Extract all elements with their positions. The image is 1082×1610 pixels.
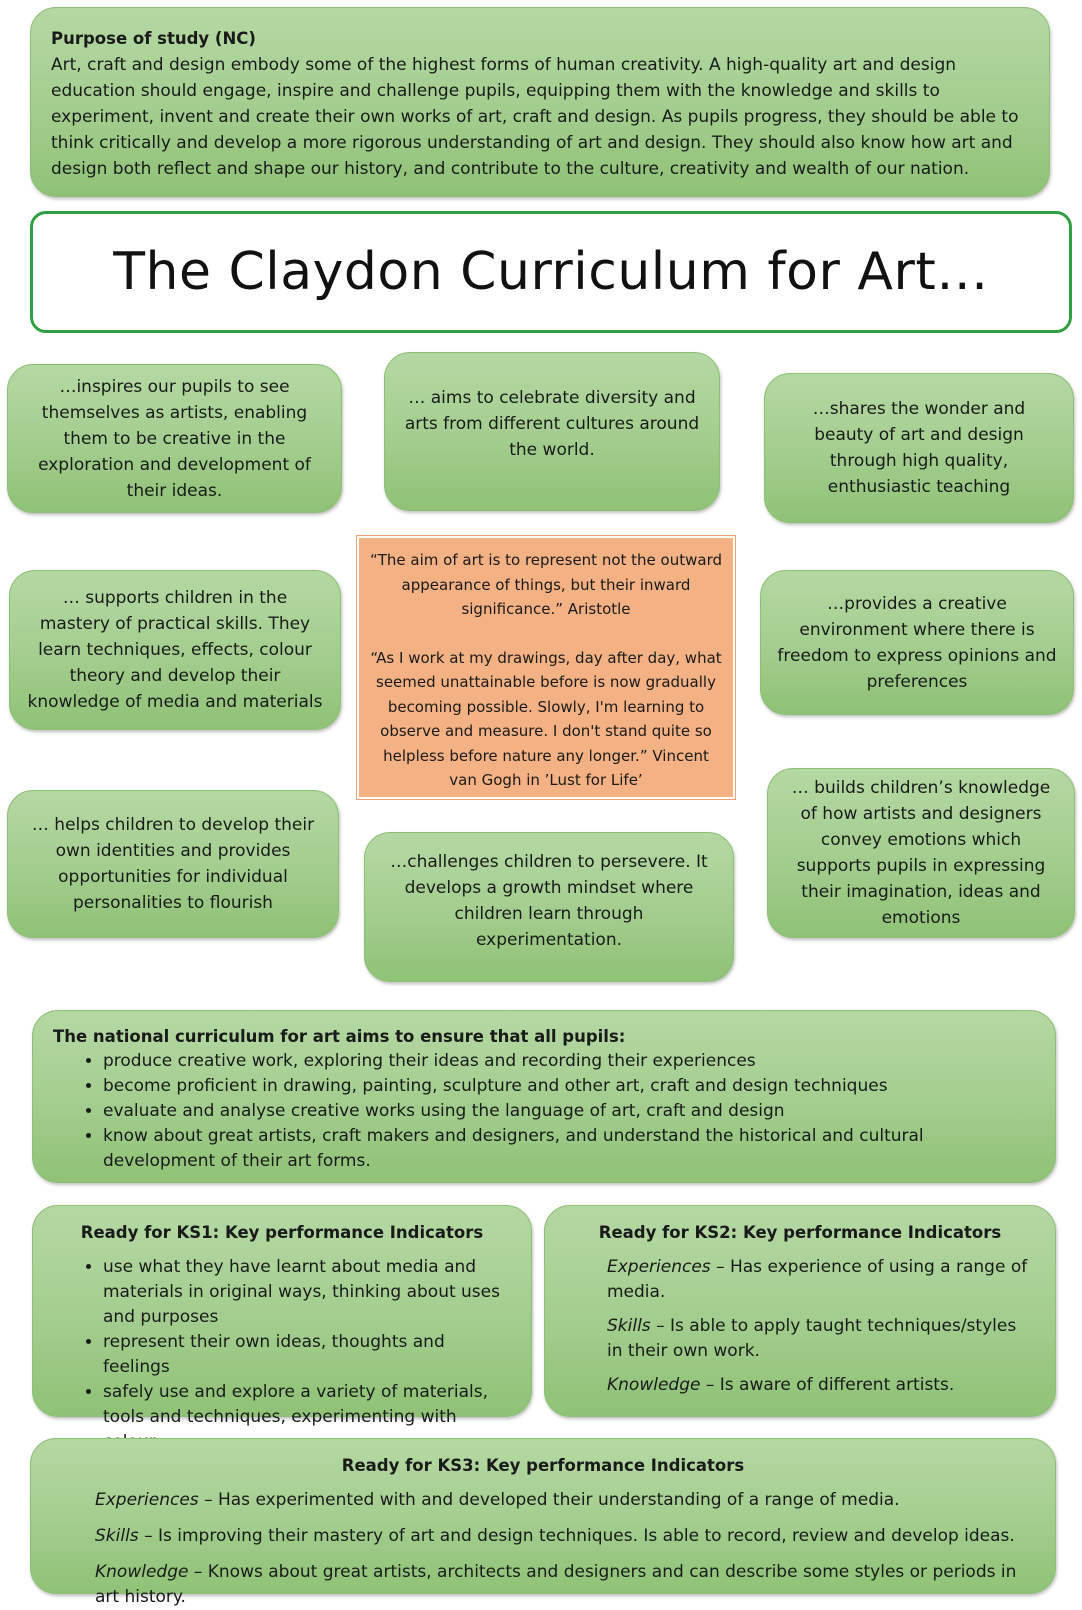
- title-box: [30, 211, 1072, 333]
- statement-mastery-text: … supports children in the mastery of practical skills. They learn techniques, effects, colour theory and develop their knowledge of media and materials: [27, 588, 323, 712]
- ks2-knowledge-label: Knowledge: [607, 1375, 701, 1395]
- quotes-box: [357, 536, 735, 799]
- statement-emotions-text: … builds children’s knowledge of how artists and designers convey emotions which supports pupils in expressing their imagination, ideas and emotions: [791, 778, 1051, 928]
- page-title: The Claydon Curriculum for Art…: [113, 242, 989, 302]
- ks3-knowledge: [95, 1560, 1033, 1610]
- ks1-list: [53, 1255, 511, 1455]
- ks2-kpi-box: [544, 1205, 1056, 1417]
- ks2-knowledge: [607, 1373, 1033, 1398]
- ks3-skills-text: – Is improving their mastery of art and design techniques. Is able to record, review and develop ideas.: [138, 1526, 1015, 1546]
- list-item: • know about great artists, craft makers and designers, and understand the historical and cultural development of their art forms.: [103, 1124, 1035, 1174]
- ks2-skills-text: – Is able to apply taught techniques/styles in their own work.: [607, 1316, 1017, 1361]
- statement-diversity-text: … aims to celebrate diversity and arts from different cultures around the world.: [404, 388, 700, 460]
- ks3-heading: Ready for KS3: Key performance Indicators: [341, 1456, 745, 1475]
- quote-van-gogh: “As I work at my drawings, day after day, what seemed unattainable before is now gradually becoming possible. Slowly, I'm learning to observe and measure. I don't stand quite so helpless before nature any longer.” Vincent van Gogh in ’Lust for Life’: [370, 648, 722, 789]
- statement-wonder-text: …shares the wonder and beauty of art and design through high quality, enthusiastic teaching: [812, 399, 1026, 497]
- statement-identities: [7, 790, 339, 938]
- statement-diversity: [384, 352, 720, 511]
- ks3-knowledge-text: – Knows about great artists, architects and designers and can describe some styles or periods in art history.: [95, 1562, 1017, 1607]
- statement-inspires-text: …inspires our pupils to see themselves as artists, enabling them to be creative in the exploration and development of their ideas.: [38, 376, 311, 501]
- ks3-experiences-label: Experiences: [95, 1490, 199, 1510]
- statement-persevere-text: …challenges children to persevere. It develops a growth mindset where children learn through experimentation.: [390, 852, 708, 950]
- ks2-experiences-label: Experiences: [607, 1257, 711, 1277]
- statement-environment-text: …provides a creative environment where there is freedom to express opinions and preferences: [777, 593, 1057, 692]
- ks3-knowledge-label: Knowledge: [95, 1562, 189, 1582]
- quote-aristotle: “The aim of art is to represent not the outward appearance of things, but their inward significance.” Aristotle: [369, 551, 722, 618]
- ks2-experiences: [607, 1255, 1033, 1305]
- statement-emotions: [767, 768, 1075, 938]
- statement-identities-text: … helps children to develop their own identities and provides opportunities for individual personalities to flourish: [31, 815, 315, 913]
- purpose-heading: Purpose of study (NC): [51, 29, 256, 48]
- statement-environment: [760, 570, 1074, 715]
- purpose-of-study-box: [30, 7, 1050, 197]
- ks3-experiences: [95, 1488, 1033, 1513]
- ks3-kpi-box: [30, 1438, 1056, 1607]
- list-item: • safely use and explore a variety of materials, tools and techniques, experimenting with: [103, 1380, 511, 1455]
- list-item: • evaluate and analyse creative works using the language of art, craft and design: [103, 1099, 1035, 1124]
- ks3-experiences-text: – Has experimented with and developed their understanding of a range of media.: [198, 1490, 900, 1510]
- ks1-heading: Ready for KS1: Key performance Indicators: [80, 1223, 484, 1242]
- list-item: • represent their own ideas, thoughts and feelings: [103, 1330, 511, 1380]
- statement-mastery: [9, 570, 341, 730]
- list-item: • produce creative work, exploring their ideas and recording their experiences: [103, 1049, 1035, 1074]
- ks3-skills: [95, 1524, 1033, 1549]
- statement-wonder: [764, 373, 1074, 523]
- list-item: • use what they have learnt about media and materials in original ways, thinking about uses and purposes: [103, 1255, 511, 1330]
- nc-aims-box: [32, 1010, 1056, 1183]
- purpose-text: Art, craft and design embody some of the highest forms of human creativity. A high-quality art and design education should engage, inspire and challenge pupils, equipping them with the knowledge and skills to experiment, invent and create their own works of art, craft and design. As pupils progress, they should be able to think critically and develop a more rigorous understanding of art and design. They should also know how art and design both reflect and shape our history, and contribute to the culture, creativity and wealth of our nation.: [51, 55, 1019, 179]
- ks2-heading: Ready for KS2: Key performance Indicators: [598, 1223, 1002, 1242]
- ks1-kpi-box: [32, 1205, 532, 1427]
- ks2-knowledge-text: – Is aware of different artists.: [700, 1375, 955, 1395]
- list-item: • become proficient in drawing, painting, sculpture and other art, craft and design techniques: [103, 1074, 1035, 1099]
- ks2-experiences-text: – Has experience of using a range of media.: [607, 1257, 1028, 1302]
- nc-aims-list: [53, 1049, 1035, 1174]
- ks2-skills-label: Skills: [607, 1316, 651, 1336]
- nc-aims-heading: The national curriculum for art aims to ensure that all pupils:: [53, 1027, 626, 1046]
- statement-inspires: [7, 364, 342, 513]
- ks2-skills: [607, 1314, 1033, 1364]
- statement-persevere: [364, 832, 734, 982]
- ks3-skills-label: Skills: [95, 1526, 139, 1546]
